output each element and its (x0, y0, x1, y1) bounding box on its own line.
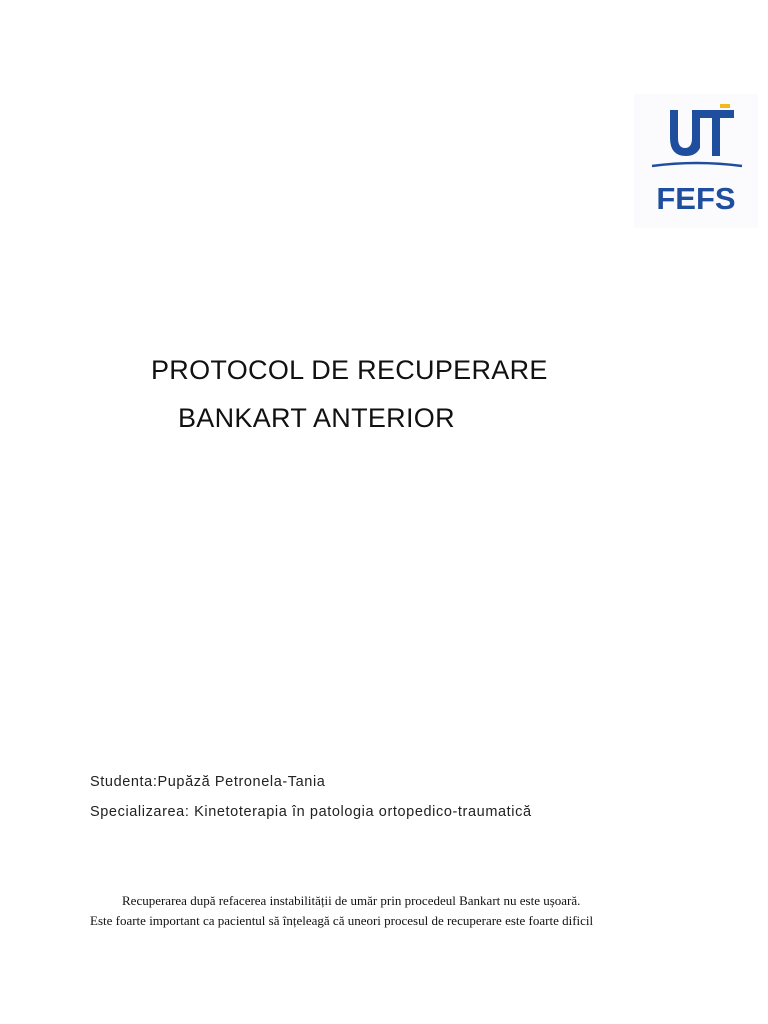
document-title-line-1: PROTOCOL DE RECUPERARE (151, 355, 548, 385)
university-logo (634, 94, 758, 228)
specialization: Specializarea: Kinetoterapia în patologia ortopedico-traumatică (90, 804, 532, 820)
logo-text: FEFS (656, 181, 736, 216)
ut-emblem-icon (634, 94, 758, 228)
document-title-line-2: BANKART ANTERIOR (178, 403, 455, 433)
intro-paragraph-line-1: Recuperarea după refacerea instabilității de umăr prin procedeul Bankart nu este ușoară. (122, 893, 581, 908)
intro-paragraph-line-2: Este foarte important ca pacientul să înțeleagă că uneori procesul de recuperare este foarte dificil (90, 913, 594, 928)
student-name: Studenta:Pupăză Petronela-Tania (90, 774, 326, 790)
